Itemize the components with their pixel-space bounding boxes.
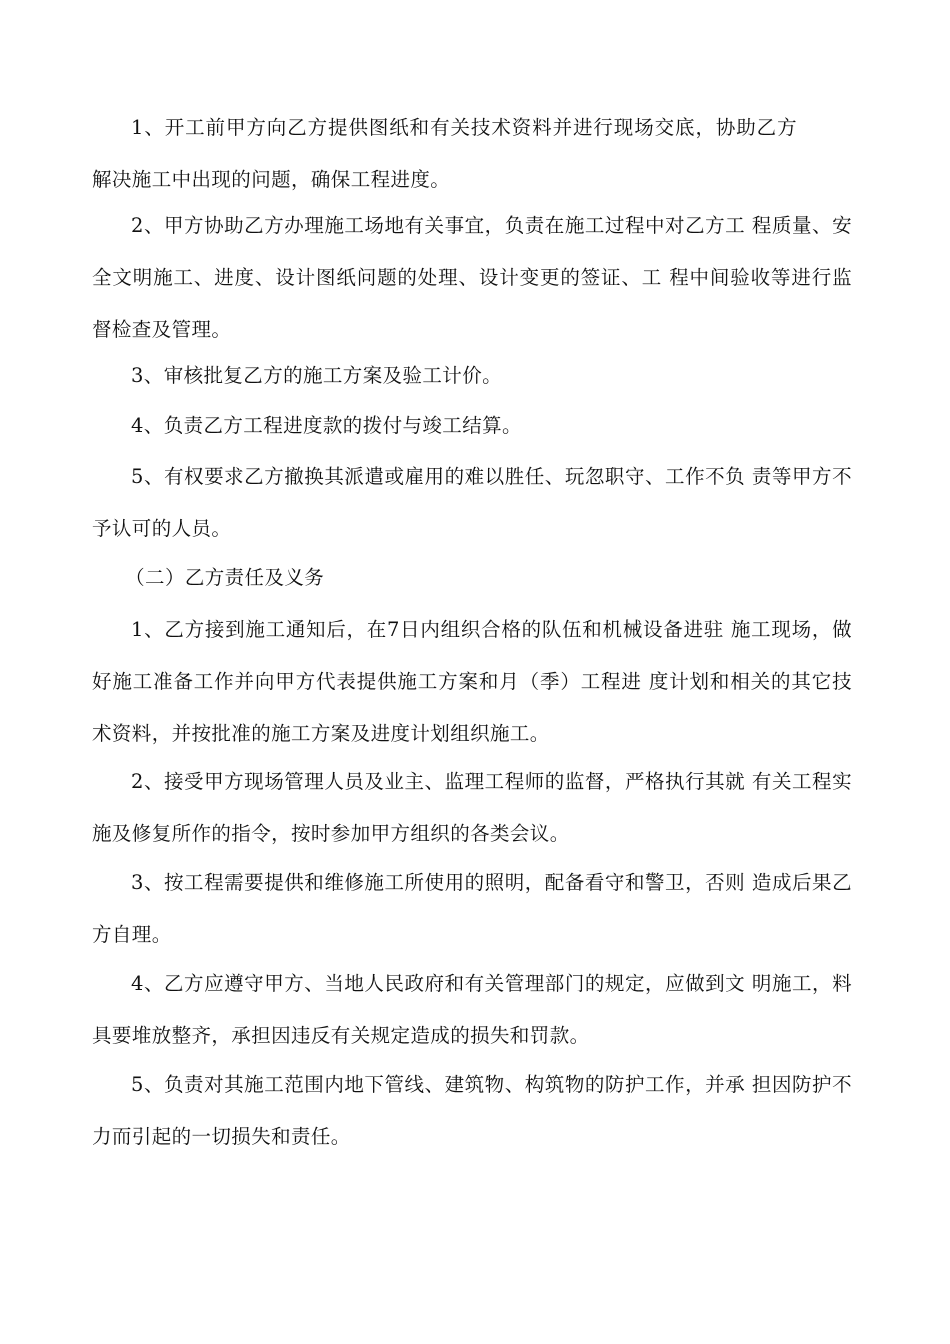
- party-b-item-4: 4、乙方应遵守甲方、当地人民政府和有关管理部门的规定，应做到文 明施工，料具要堆放整齐，承担因违反有关规定造成的损失和罚款。: [92, 972, 852, 1047]
- party-b-item-2: 2、接受甲方现场管理人员及业主、监理工程师的监督，严格执行其就 有关工程实施及修复所作的指令，按时参加甲方组织的各类会议。: [92, 770, 852, 845]
- party-b-item-1: 1、乙方接到施工通知后，在7日内组织合格的队伍和机械设备进驻 施工现场，做好施工准备工作并向甲方代表提供施工方案和月（季）工程进 度计划和相关的其它技术资料，并按批准的施工方案及进度计划组织施工。: [92, 618, 852, 745]
- party-a-item-1: 1、开工前甲方向乙方提供图纸和有关技术资料并进行现场交底，协助乙方解决施工中出现的问题，确保工程进度。: [92, 116, 797, 191]
- party-b-heading: （二）乙方责任及义务: [125, 566, 325, 589]
- party-b-item-5: 5、负责对其施工范围内地下管线、建筑物、构筑物的防护工作，并承 担因防护不力而引起的一切损失和责任。: [92, 1073, 852, 1148]
- party-a-item-5: 5、有权要求乙方撤换其派遣或雇用的难以胜任、玩忽职守、工作不负 责等甲方不予认可的人员。: [92, 465, 852, 540]
- party-a-item-2: 2、甲方协助乙方办理施工场地有关事宜，负责在施工过程中对乙方工 程质量、安全文明施工、进度、设计图纸问题的处理、设计变更的签证、工 程中间验收等进行监督检查及管理。: [92, 214, 852, 341]
- party-b-item-3: 3、按工程需要提供和维修施工所使用的照明，配备看守和警卫，否则 造成后果乙方自理。: [92, 871, 852, 946]
- party-a-item-3: 3、审核批复乙方的施工方案及验工计价。: [131, 364, 503, 387]
- party-a-item-4: 4、负责乙方工程进度款的拨付与竣工结算。: [131, 414, 522, 437]
